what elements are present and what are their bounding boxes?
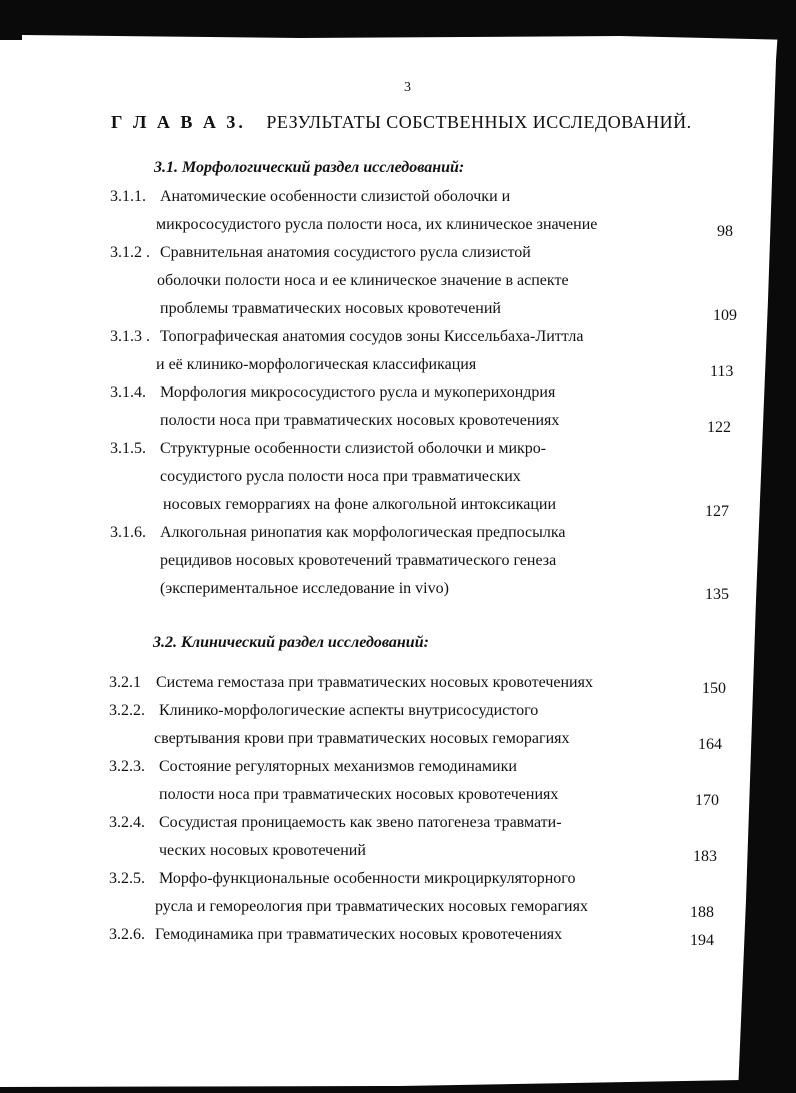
toc-entry-number: 3.2.6. <box>109 926 145 943</box>
toc-entry-line: Морфология микрососудистого русла и мукоперихондрия <box>160 384 556 401</box>
toc-entry-number: 3.1.1. <box>110 188 146 205</box>
toc-entry-line: Состояние регуляторных механизмов гемодинамики <box>159 758 517 775</box>
toc-page-ref: 170 <box>695 792 719 809</box>
toc-entry-line: Анатомические особенности слизистой оболочки и <box>160 188 511 205</box>
toc-page-ref: 135 <box>705 586 729 603</box>
toc-page-ref: 122 <box>707 419 731 436</box>
toc-entry-line: микрососудистого русла полости носа, их клиническое значение <box>156 216 598 233</box>
toc-entry-line: Сосудистая проницаемость как звено патогенеза травмати- <box>159 814 562 831</box>
toc-page-ref: 194 <box>690 932 714 949</box>
toc-entry-line: (экспериментальное исследование in vivo) <box>160 580 449 597</box>
toc-entry-number: 3.1.2 . <box>110 244 150 261</box>
toc-entry-line: сосудистого русла полости носа при травматических <box>160 468 521 485</box>
toc-page-ref: 150 <box>702 680 726 697</box>
toc-page-ref: 113 <box>710 363 734 380</box>
chapter-title: РЕЗУЛЬТАТЫ СОБСТВЕННЫХ ИССЛЕДОВАНИЙ. <box>266 112 692 132</box>
toc-page-ref: 164 <box>698 736 722 753</box>
toc-entry-line: проблемы травматических носовых кровотечений <box>160 300 501 317</box>
toc-entry-line: рецидивов носовых кровотечений травматического генеза <box>160 552 557 569</box>
toc-entry-line: Топографическая анатомия сосудов зоны Киссельбаха-Литтла <box>160 328 584 345</box>
section-heading-morphology: 3.1. Морфологический раздел исследований: <box>154 159 465 176</box>
toc-page-ref: 109 <box>713 307 737 324</box>
chapter-heading <box>111 112 692 132</box>
toc-page-ref: 183 <box>693 848 717 865</box>
section-heading-clinical: 3.2. Клинический раздел исследований: <box>153 634 429 651</box>
toc-entry-line: и её клинико-морфологическая классификация <box>156 356 477 373</box>
toc-entry-line: Система гемостаза при травматических носовых кровотечениях <box>156 674 593 691</box>
toc-entry-number: 3.1.6. <box>110 524 146 541</box>
toc-entry-line: полости носа при травматических носовых кровотечениях <box>159 786 559 803</box>
toc-entry-line: Сравнительная анатомия сосудистого русла слизистой <box>160 244 531 261</box>
toc-entry-line: оболочки полости носа и ее клиническое значение в аспекте <box>157 272 569 289</box>
toc-page-ref: 127 <box>705 503 729 520</box>
toc-entry-number: 3.2.3. <box>109 758 145 775</box>
toc-entry-line: Гемодинамика при травматических носовых кровотечениях <box>155 926 563 943</box>
toc-page-ref: 188 <box>690 904 714 921</box>
toc-entry-line: ческих носовых кровотечений <box>159 842 366 859</box>
toc-entry-number: 3.1.4. <box>110 384 146 401</box>
scan-border-bottom <box>0 1073 796 1093</box>
toc-entry-line: Морфо-функциональные особенности микроциркуляторного <box>159 870 576 887</box>
toc-entry-line: Алкогольная ринопатия как морфологическая предпосылка <box>160 524 566 541</box>
toc-entry-line: свертывания крови при травматических носовых геморагиях <box>154 730 570 747</box>
toc-entry-number: 3.2.2. <box>109 702 145 719</box>
toc-entry-line: Структурные особенности слизистой оболочки и микро- <box>160 440 547 457</box>
scan-border-right <box>738 0 796 1093</box>
toc-entry-line: Клинико-морфологические аспекты внутрисосудистого <box>159 702 539 719</box>
page-number: 3 <box>404 80 411 95</box>
toc-page-ref: 98 <box>717 223 733 240</box>
toc-entry-number: 3.2.1 <box>109 674 141 691</box>
scan-border-top <box>0 0 796 40</box>
toc-entry-line: носовых геморрагиях на фоне алкогольной интоксикации <box>163 496 557 513</box>
toc-entry-number: 3.2.5. <box>109 870 145 887</box>
toc-entry-line: полости носа при травматических носовых кровотечениях <box>160 412 560 429</box>
toc-entry-line: русла и гемореология при травматических носовых геморагиях <box>155 898 588 915</box>
toc-entry-number: 3.1.5. <box>110 440 146 457</box>
toc-entry-number: 3.1.3 . <box>110 328 150 345</box>
chapter-label: Г Л А В А 3. <box>111 112 246 132</box>
toc-entry-number: 3.2.4. <box>109 814 145 831</box>
